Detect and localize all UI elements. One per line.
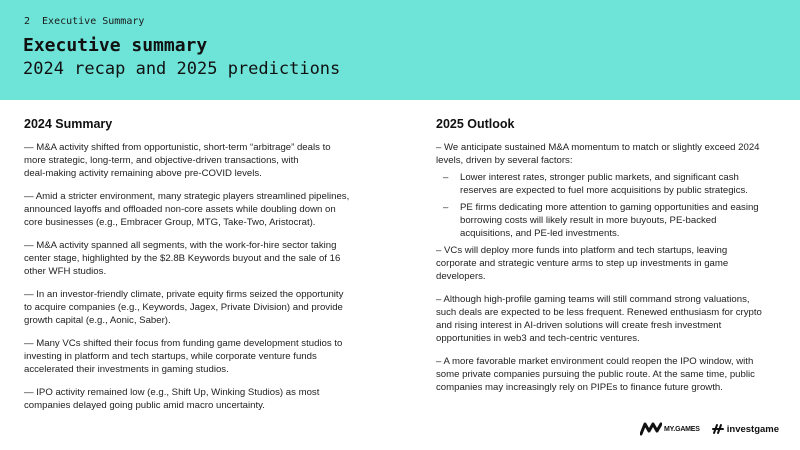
text-line: — IPO activity remained low (e.g., Shift Up, Winking Studios) as most	[24, 387, 320, 398]
text-line: PE firms dedicating more attention to gaming opportunities and easing	[460, 202, 759, 213]
page-label	[24, 16, 144, 27]
text-line: deal-making activity remaining above pre-COVID levels.	[24, 168, 262, 179]
text-line: — Amid a stricter environment, many strategic players streamlined pipelines,	[24, 191, 350, 202]
footer-logos	[640, 419, 779, 439]
summary-paragraph	[24, 239, 390, 278]
text-line: Lower interest rates, stronger public markets, and significant cash	[460, 172, 739, 183]
text-line: – Although high-profile gaming teams will still command strong valuations,	[436, 294, 750, 305]
page-title: Executive summary	[23, 35, 208, 56]
mygames-logo-icon	[640, 422, 662, 436]
text-line: center stage, highlighted by the $2.8B Keywords buyout and the sale of 16	[24, 253, 341, 264]
text-line: – VCs will deploy more funds into platform and tech startups, leaving	[436, 245, 728, 256]
text-line: — M&A activity shifted from opportunistic, short-term “arbitrage” deals to	[24, 142, 331, 153]
text-line: to acquire companies (e.g., Keywords, Jagex, Private Division) and provide	[24, 302, 343, 313]
text-line: developers.	[436, 271, 486, 282]
outlook-2025-column	[436, 117, 784, 404]
sub-point-dash: –	[443, 172, 449, 183]
text-line: — In an investor-friendly climate, private equity firms seized the opportunity	[24, 289, 344, 300]
text-line: – We anticipate sustained M&A momentum to match or slightly exceed 2024	[436, 142, 760, 153]
text-line: acquisitions, and PE-led investments.	[460, 228, 620, 239]
page-number: 2	[24, 16, 31, 27]
outlook-paragraph	[436, 293, 784, 345]
text-line: and rising interest in AI-driven solutions will create fresh investment	[436, 320, 722, 331]
text-line: — Many VCs shifted their focus from funding game development studios to	[24, 338, 343, 349]
text-line: such deals are expected to be less frequent. Renewed enthusiasm for crypto	[436, 307, 762, 318]
summary-paragraph	[24, 190, 390, 229]
text-line: investing in platform and tech startups, while corporate venture funds	[24, 351, 317, 362]
outlook-sub-point	[436, 171, 784, 197]
summary-2024-column	[24, 117, 390, 422]
text-line: accelerated their investments in gaming studios.	[24, 364, 229, 375]
summary-paragraph	[24, 141, 390, 180]
page-subtitle: 2024 recap and 2025 predictions	[23, 59, 341, 79]
text-line: companies delayed going public amid macro uncertainty.	[24, 400, 265, 411]
text-line: announced layoffs and offloaded non-core assets while doubling down on	[24, 204, 336, 215]
text-line: – A more favorable market environment could reopen the IPO window, with	[436, 356, 754, 367]
summary-paragraph	[24, 288, 390, 327]
section-label: Executive Summary	[42, 16, 145, 27]
text-line: other WFH studios.	[24, 266, 107, 277]
sub-point-dash: –	[443, 202, 449, 213]
header-banner	[0, 0, 800, 100]
outlook-sub-point	[436, 201, 784, 240]
text-line: core businesses (e.g., Embracer Group, MTG, Take-Two, Aristocrat).	[24, 217, 316, 228]
mygames-logo-text: MY.GAMES	[664, 425, 700, 433]
investgame-logo-icon	[712, 423, 724, 435]
summary-2024-heading: 2024 Summary	[24, 117, 113, 131]
text-line: more strategic, long-term, and objective-driven transactions, with	[24, 155, 299, 166]
text-line: levels, driven by several factors:	[436, 155, 573, 166]
outlook-2025-heading: 2025 Outlook	[436, 117, 515, 131]
text-line: growth capital (e.g., Aonic, Saber).	[24, 315, 171, 326]
text-line: some private companies pursuing the public route. At the same time, public	[436, 369, 755, 380]
text-line: companies may increasingly rely on PIPEs to finance future growth.	[436, 382, 723, 393]
text-line: borrowing costs will likely result in more buyouts, PE-backed	[460, 215, 717, 226]
summary-paragraph	[24, 386, 390, 412]
outlook-intro	[436, 141, 784, 167]
outlook-paragraph	[436, 355, 784, 394]
outlook-paragraph	[436, 244, 784, 283]
text-line: corporate and strategic venture arms to step up investments in game	[436, 258, 729, 269]
investgame-logo-text: investgame	[726, 423, 780, 435]
text-line: opportunities in web3 and tech-centric ventures.	[436, 333, 640, 344]
text-line: reserves are expected to fuel more acquisitions by public strategics.	[460, 185, 748, 196]
text-line: — M&A activity spanned all segments, with the work-for-hire sector taking	[24, 240, 337, 251]
summary-paragraph	[24, 337, 390, 376]
